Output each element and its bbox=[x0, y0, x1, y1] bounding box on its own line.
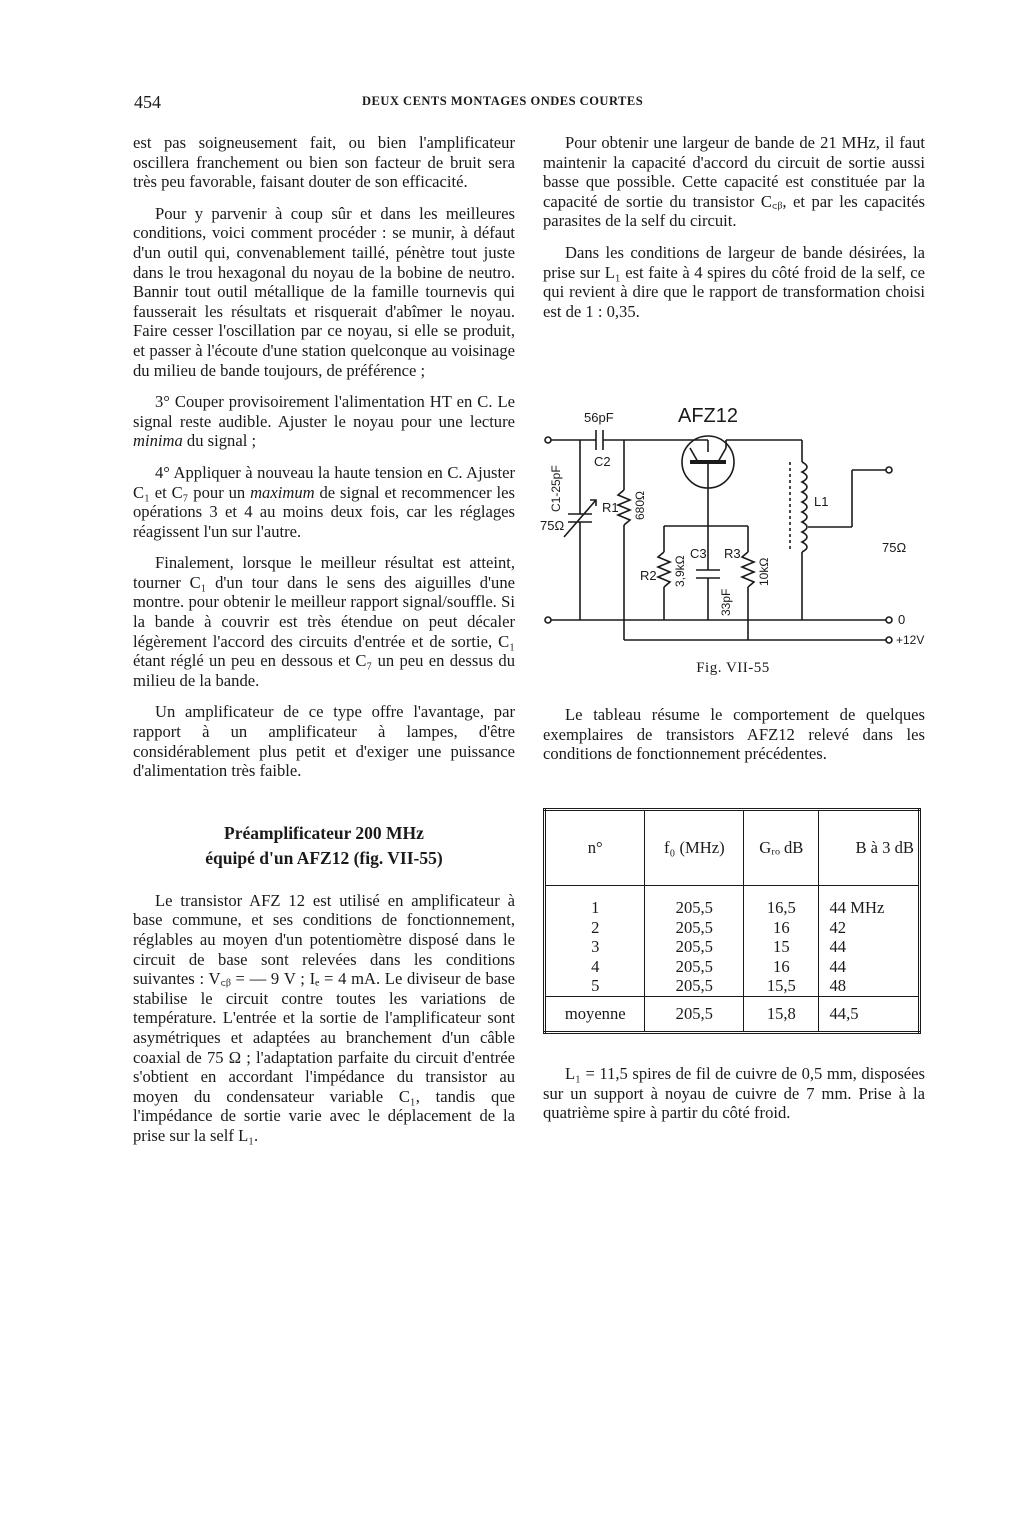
r1-value-label: 680Ω bbox=[633, 491, 647, 520]
table-header-row bbox=[545, 810, 920, 886]
emphasis: maximum bbox=[250, 482, 315, 502]
header-bandwidth: B à 3 dB bbox=[819, 810, 920, 886]
paragraph: Pour y parvenir à coup sûr et dans les meilleures conditions, voici comment procéder : se munir, à défaut d'un outil qui, convenablement taillé, pénètre tout juste dans le trou hexagonal du noyau de la bobine de neutro. Bannir tout outil métallique de la famille tournevis qui fausserait les résultats et risquerait d'abîmer le noyau. Faire cesser l'oscillation par ce noyau, si elle se produit, et passer à l'écoute d'une station quelconque au voisinage du milieu de bande toujours, de préférence ; bbox=[133, 203, 515, 380]
heading-line: équipé d'un AFZ12 (fig. VII-55) bbox=[205, 847, 443, 868]
r2-value-label: 3,9kΩ bbox=[673, 555, 687, 587]
table-row bbox=[545, 957, 920, 977]
cell: 44 bbox=[819, 957, 920, 977]
cell: 205,5 bbox=[645, 996, 744, 1032]
cell: moyenne bbox=[545, 996, 645, 1032]
cell: 15 bbox=[744, 937, 819, 957]
right-column bbox=[543, 133, 925, 333]
c3-label: C3 bbox=[690, 546, 707, 561]
cell: 16,5 bbox=[744, 898, 819, 918]
cell: 205,5 bbox=[645, 957, 744, 977]
table-row bbox=[545, 918, 920, 938]
paragraph: est pas soigneusement fait, ou bien l'amplificateur oscillera franchement ou bien son facteur de bruit sera très peu favorable, faisant douter de son efficacité. bbox=[133, 133, 515, 192]
cell: 44 bbox=[819, 937, 920, 957]
figure-caption: Fig. VII-55 bbox=[696, 660, 770, 676]
paragraph: Le transistor AFZ 12 est utilisé en amplificateur à base commune, et ses conditions de fonctionnement, réglables au moyen d'un potentiomètre disposé dans le circuit de base sont relevées dans les conditions suivantes : V꜀ᵦ = — 9 V ; Iₑ = 4 mA. Le diviseur de base stabilise le circuit contre toutes les variations de température. L'entrée et la sortie de l'amplificateur sont asymétriques et adaptées au branchement d'un câble coaxial de 75 Ω ; l'adaptation parfaite du circuit d'entrée s'obtient en accordant l'impédance du transistor au moyen du condensateur variable C₁, tandis que l'impédance de sortie varie avec le déplacement de la prise sur la self L₁. bbox=[133, 890, 515, 1145]
table-intro: Le tableau résume le comportement de quelques exemplaires de transistors AFZ12 relevé dans les conditions de fonctionnement précédentes. bbox=[543, 705, 925, 764]
text-run: de signal et recommencer les opérations 3 et 4 au moins deux fois, car les réglages réagissent l'un sur l'autre. bbox=[133, 482, 515, 541]
cell: 4 bbox=[591, 956, 600, 976]
cell: 15,8 bbox=[744, 996, 819, 1032]
coil-note: L₁ = 11,5 spires de fil de cuivre de 0,5 mm, disposées sur un support à noyau de cuivre de 7 mm. Prise à la quatrième spire à partir du côté froid. bbox=[543, 1064, 925, 1123]
header-frequency: f₀ (MHz) bbox=[645, 810, 744, 886]
cell: 1 bbox=[591, 898, 600, 917]
cell: 205,5 bbox=[645, 937, 744, 957]
r1-label: R1 bbox=[602, 500, 619, 515]
c2-value-label: 56pF bbox=[584, 410, 614, 425]
running-title: DEUX CENTS MONTAGES ONDES COURTES bbox=[362, 94, 644, 108]
cell: 48 bbox=[819, 976, 920, 996]
text-run: 3° Couper provisoirement l'alimentation HT en C. Le signal reste audible. Ajuster le noyau pour une lecture bbox=[133, 392, 515, 431]
text-run: 4° Appliquer à nouveau la haute tension en C. Ajuster C₁ et C₇ pour un bbox=[133, 462, 515, 502]
output-terminal bbox=[886, 467, 892, 473]
transistor-label: AFZ12 bbox=[678, 405, 739, 427]
table-row bbox=[545, 937, 920, 957]
l1-label: L1 bbox=[814, 494, 829, 509]
paragraph: Dans les conditions de largeur de bande désirées, la prise sur L₁ est faite à 4 spires du côté froid de la self, ce qui revient à dire que le rapport de transformation choisi est de 1 : 0,35. bbox=[543, 242, 925, 321]
cell: 2 bbox=[591, 917, 600, 937]
table-row bbox=[545, 976, 920, 996]
table-row bbox=[545, 898, 920, 918]
supply-terminal bbox=[886, 637, 892, 643]
table-spacer bbox=[545, 886, 920, 899]
cell: 3 bbox=[591, 937, 600, 957]
table-mean-row bbox=[545, 996, 920, 1032]
cell: 42 bbox=[819, 918, 920, 938]
cell: 44,5 bbox=[819, 996, 920, 1032]
paragraph: Finalement, lorsque le meilleur résultat est atteint, tourner C₁ d'un tour dans le sens des aiguilles d'une montre. pour obtenir le meilleur rapport signal/souffle. Si la bande à couvrir est très étendue on peut décaler légèrement l'accord des circuits d'entrée et de sortie, C₁ étant réglé un peu en dessous et C₇ un peu en dessus du milieu de la bande. bbox=[133, 553, 515, 690]
cell: 205,5 bbox=[645, 898, 744, 918]
supply-label: +12V bbox=[896, 633, 925, 647]
paragraph-step-4 bbox=[133, 463, 515, 541]
output-impedance-label: 75Ω bbox=[882, 540, 907, 555]
left-column bbox=[133, 133, 515, 1158]
r3-resistor bbox=[742, 552, 754, 587]
r2-label: R2 bbox=[640, 568, 657, 583]
heading-line: Préamplificateur 200 MHz bbox=[224, 822, 424, 843]
cell: 15,5 bbox=[744, 976, 819, 996]
section-heading bbox=[133, 821, 515, 871]
cell: 5 bbox=[591, 976, 600, 996]
ground-terminal-right bbox=[886, 617, 892, 623]
l1-coil bbox=[802, 462, 807, 552]
paragraph: Pour obtenir une largeur de bande de 21 MHz, il faut maintenir la capacité d'accord du circuit de sortie aussi basse que possible. Cette capacité est constituée par la capacité de sortie du transistor C꜀ᵦ, et par les capacités parasites de la self du circuit. bbox=[543, 133, 925, 231]
cell: 205,5 bbox=[645, 918, 744, 938]
circuit-figure bbox=[540, 402, 926, 682]
c1-label: C1-25pF bbox=[549, 465, 563, 512]
input-terminal bbox=[545, 437, 551, 443]
cell: 205,5 bbox=[645, 976, 744, 996]
text-run: du signal ; bbox=[182, 431, 257, 451]
c3-value-label: 33pF bbox=[719, 588, 733, 616]
measurement-table bbox=[543, 808, 921, 1034]
emphasis: minima bbox=[133, 431, 183, 451]
ground-label: 0 bbox=[898, 612, 906, 627]
circuit-schematic bbox=[540, 402, 926, 662]
cell: 16 bbox=[744, 918, 819, 938]
page-number: 454 bbox=[134, 92, 161, 112]
header-gain: Gᵣₒ dB bbox=[744, 810, 819, 886]
input-impedance-label: 75Ω bbox=[540, 518, 565, 533]
r3-value-label: 10kΩ bbox=[757, 557, 771, 586]
r2-resistor bbox=[658, 552, 670, 587]
paragraph-step-3 bbox=[133, 392, 515, 451]
cell: 16 bbox=[744, 957, 819, 977]
c2-label: C2 bbox=[594, 454, 611, 469]
header-number: n° bbox=[545, 810, 645, 886]
cell: 44 MHz bbox=[819, 898, 920, 918]
r1-resistor bbox=[618, 490, 630, 525]
paragraph: Un amplificateur de ce type offre l'avantage, par rapport à un amplificateur à lampes, d'être considérablement plus petit et d'exiger une puissance d'alimentation très faible. bbox=[133, 702, 515, 781]
ground-terminal-left bbox=[545, 617, 551, 623]
r3-label: R3 bbox=[724, 546, 741, 561]
page-header bbox=[134, 92, 924, 116]
